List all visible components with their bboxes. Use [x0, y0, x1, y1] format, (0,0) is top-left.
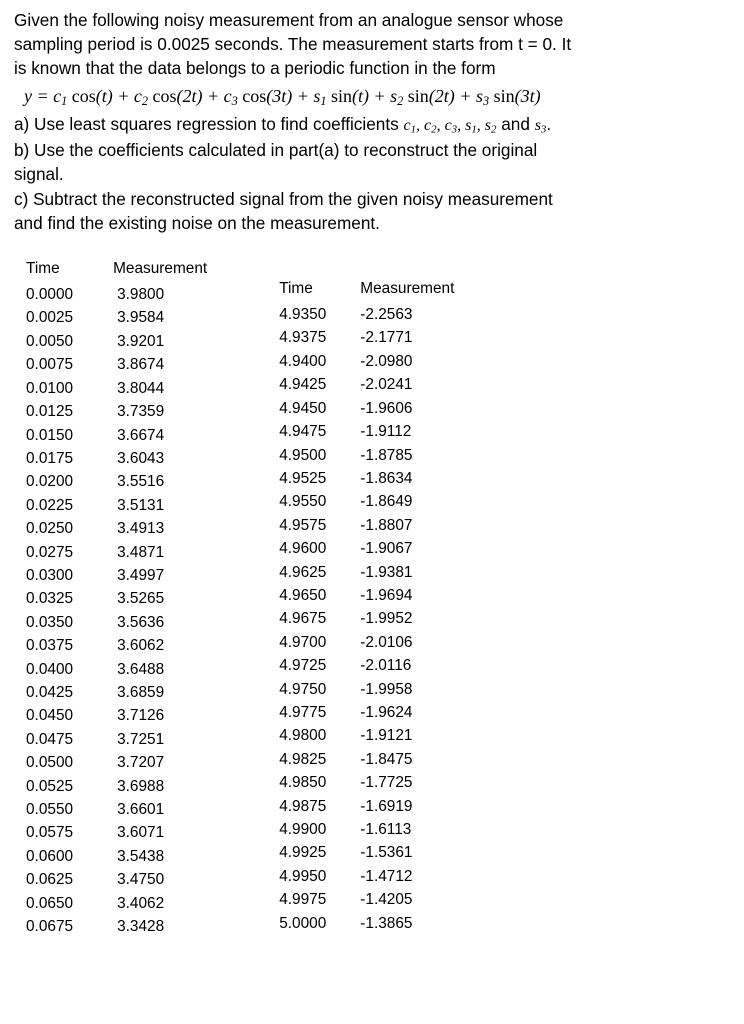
cell-measurement: -1.9067	[360, 540, 413, 558]
measurement-table-right	[279, 277, 454, 935]
cell-measurement: -2.0106	[360, 633, 413, 651]
cell-measurement: 3.9584	[117, 309, 165, 327]
cell-measurement: 3.4913	[117, 520, 165, 538]
table-row	[279, 514, 454, 537]
table-row	[279, 373, 454, 396]
cell-time: 0.0525	[26, 777, 74, 795]
cell-measurement: -1.9958	[360, 680, 413, 698]
cell-time: 0.0175	[26, 449, 74, 467]
cell-measurement: 3.9800	[117, 286, 165, 304]
cell-measurement: -1.9121	[360, 727, 413, 745]
cell-time: 0.0350	[26, 613, 74, 631]
table-row	[26, 634, 207, 657]
cell-measurement: 3.6601	[117, 801, 165, 818]
cell-measurement: -1.8634	[360, 469, 413, 487]
table-row	[26, 400, 207, 423]
table-row	[279, 631, 454, 654]
table-row	[279, 818, 454, 841]
table-row	[26, 330, 207, 353]
table-row	[26, 821, 207, 844]
cell-time: 4.9700	[279, 633, 327, 651]
part-a	[14, 112, 730, 138]
table-row	[26, 353, 207, 376]
cell-time: 0.0600	[26, 847, 74, 865]
cell-measurement: 3.5636	[117, 613, 165, 631]
table-row	[279, 771, 454, 794]
cell-time: 0.0475	[26, 730, 74, 748]
cell-time: 4.9575	[279, 516, 327, 534]
cell-measurement: 3.3428	[117, 918, 165, 936]
table-row	[26, 564, 207, 587]
cell-time: 4.9400	[279, 352, 327, 370]
cell-time: 0.0325	[26, 590, 74, 608]
cell-measurement: 3.6488	[117, 660, 165, 678]
problem-statement	[14, 8, 730, 235]
table-row	[26, 587, 207, 610]
table-row	[279, 841, 454, 864]
cell-time: 0.0050	[26, 332, 74, 350]
cell-measurement: -2.0980	[360, 352, 413, 370]
part-c-line-2: and find the existing noise on the measurement.	[14, 212, 380, 233]
cell-measurement: -1.9381	[360, 563, 413, 581]
cell-time: 4.9950	[279, 867, 327, 885]
cell-time: 4.9800	[279, 727, 327, 745]
cell-time: 0.0500	[26, 754, 74, 772]
cell-time: 0.0075	[26, 356, 74, 374]
cell-time: 0.0625	[26, 871, 74, 889]
cell-measurement: 3.4062	[117, 894, 165, 912]
cell-time: 0.0225	[26, 496, 74, 514]
cell-time: 0.0275	[26, 543, 74, 561]
table-row	[26, 751, 207, 774]
signal-formula: $y = c_1$ $\cos(t) + c_2$ $\cos(2t) + c_3$ $\cos(3t) + s_1$ $\sin(t) + s_2$ $\sin(2t) + s_3$ sin(3t)	[24, 86, 541, 109]
cell-measurement: 3.6859	[117, 683, 165, 701]
cell-measurement: 3.5516	[117, 473, 165, 491]
table-row	[26, 658, 207, 681]
cell-time: 0.0550	[26, 801, 74, 818]
cell-time: 0.0200	[26, 473, 74, 491]
cell-measurement: 3.8674	[117, 356, 165, 374]
table-row	[26, 611, 207, 634]
table-row	[279, 490, 454, 513]
table-row	[26, 517, 207, 540]
table-row	[279, 303, 454, 326]
cell-measurement: -1.8785	[360, 446, 413, 464]
part-a-and: and	[496, 114, 535, 135]
cell-time: 4.9550	[279, 493, 327, 511]
cell-measurement: -2.0116	[360, 657, 412, 675]
cell-time: 0.0250	[26, 520, 74, 538]
table-left-body	[26, 283, 207, 938]
cell-measurement: 3.6062	[117, 637, 165, 655]
cell-time: 4.9975	[279, 891, 327, 909]
part-a-last-coefficient: $s_3$	[534, 117, 547, 137]
cell-time: 0.0125	[26, 403, 74, 421]
cell-measurement: -1.9952	[360, 610, 413, 628]
table-row	[279, 561, 454, 584]
cell-time: 4.9750	[279, 680, 327, 698]
table-row	[26, 868, 207, 891]
cell-time: 0.0375	[26, 637, 74, 655]
cell-measurement: 3.4871	[117, 543, 165, 561]
cell-time: 0.0450	[26, 707, 74, 725]
table-header-row	[279, 277, 454, 303]
cell-measurement: 3.6988	[117, 777, 165, 795]
cell-measurement: -1.9624	[360, 703, 413, 721]
cell-measurement: -2.2563	[360, 306, 413, 324]
cell-measurement: -1.8475	[360, 750, 413, 768]
cell-time: 5.0000	[279, 914, 327, 932]
part-a-text: a) Use least squares regression to find coefficients	[14, 114, 404, 135]
cell-time: 4.9850	[279, 774, 327, 792]
table-row	[26, 470, 207, 493]
cell-measurement: 3.9201	[117, 332, 165, 350]
table-row	[26, 377, 207, 400]
table-row	[26, 494, 207, 517]
table-row	[26, 447, 207, 470]
table-row	[26, 681, 207, 704]
cell-time: 0.0400	[26, 660, 74, 678]
cell-time: 0.0675	[26, 918, 74, 936]
table-row	[26, 541, 207, 564]
intro-line-3: is known that the data belongs to a periodic function in the form	[14, 58, 496, 79]
cell-measurement: 3.7126	[117, 707, 165, 725]
cell-time: 4.9350	[279, 306, 327, 324]
cell-measurement: -1.6919	[360, 797, 413, 815]
table-row	[26, 892, 207, 915]
cell-time: 4.9925	[279, 844, 327, 862]
header-time: Time	[279, 279, 313, 297]
table-header-row	[26, 257, 207, 283]
cell-measurement: 3.4750	[117, 871, 165, 889]
part-b-line-2: signal.	[14, 164, 64, 185]
cell-measurement: 3.6071	[117, 824, 165, 842]
cell-measurement: 3.5265	[117, 590, 165, 608]
part-c-line-1: c) Subtract the reconstructed signal from the given noisy measurement	[14, 188, 553, 209]
cell-time: 0.0100	[26, 379, 74, 397]
cell-measurement: -2.0241	[360, 376, 413, 394]
cell-measurement: -1.6113	[360, 821, 412, 838]
cell-measurement: 3.7251	[117, 730, 165, 748]
table-row	[279, 701, 454, 724]
cell-measurement: -1.5361	[360, 844, 413, 862]
cell-time: 4.9450	[279, 399, 327, 417]
cell-measurement: 3.6674	[117, 426, 165, 444]
table-row	[279, 748, 454, 771]
header-measurement: Measurement	[360, 279, 455, 297]
cell-measurement: 3.6043	[117, 449, 165, 467]
cell-time: 4.9375	[279, 329, 327, 347]
part-b-line-1: b) Use the coefficients calculated in part(a) to reconstruct the original	[14, 140, 538, 161]
part-a-period: .	[546, 114, 552, 135]
cell-measurement: 3.5131	[117, 496, 165, 514]
cell-time: 0.0000	[26, 286, 74, 304]
measurement-table-left	[26, 257, 207, 939]
table-row	[26, 728, 207, 751]
table-row	[279, 420, 454, 443]
table-row	[279, 537, 454, 560]
table-row	[26, 845, 207, 868]
table-row	[279, 795, 454, 818]
cell-time: 0.0425	[26, 683, 74, 701]
table-row	[26, 283, 207, 306]
header-measurement: Measurement	[113, 259, 208, 277]
table-row	[279, 467, 454, 490]
table-row	[279, 326, 454, 349]
cell-time: 4.9475	[279, 423, 327, 441]
cell-time: 0.0025	[26, 309, 74, 327]
cell-measurement: 3.5438	[117, 847, 165, 865]
cell-measurement: -1.9694	[360, 586, 413, 604]
table-row	[26, 306, 207, 329]
table-row	[26, 915, 207, 938]
cell-time: 4.9875	[279, 797, 327, 815]
cell-time: 4.9425	[279, 376, 327, 394]
cell-time: 4.9900	[279, 821, 327, 838]
cell-time: 0.0575	[26, 824, 74, 842]
cell-measurement: 3.8044	[117, 379, 165, 397]
cell-measurement: -1.9112	[360, 423, 412, 441]
table-row	[26, 798, 207, 821]
cell-measurement: 3.7207	[117, 754, 165, 772]
cell-time: 4.9600	[279, 540, 327, 558]
intro-line-2: sampling period is 0.0025 seconds. The measurement starts from t = 0. It	[14, 34, 572, 55]
cell-measurement: 3.7359	[117, 403, 165, 421]
table-row	[279, 444, 454, 467]
cell-time: 0.0300	[26, 566, 74, 584]
table-row	[279, 350, 454, 373]
cell-measurement: -2.1771	[360, 329, 413, 347]
table-row	[279, 888, 454, 911]
data-tables	[14, 257, 730, 939]
intro-line-1: Given the following noisy measurement from an analogue sensor whose	[14, 10, 564, 30]
cell-time: 0.0150	[26, 426, 74, 444]
table-row	[279, 912, 454, 935]
cell-time: 4.9825	[279, 750, 327, 768]
cell-time: 4.9625	[279, 563, 327, 581]
table-row	[279, 654, 454, 677]
cell-measurement: -1.4205	[360, 891, 413, 909]
cell-time: 4.9725	[279, 657, 327, 675]
table-row	[279, 678, 454, 701]
cell-measurement: -1.8649	[360, 493, 413, 511]
table-row	[279, 865, 454, 888]
table-right-body	[279, 303, 454, 935]
table-row	[26, 775, 207, 798]
cell-measurement: -1.7725	[360, 774, 413, 792]
cell-measurement: -1.8807	[360, 516, 413, 534]
table-left	[26, 257, 207, 939]
table-row	[26, 424, 207, 447]
cell-time: 4.9500	[279, 446, 327, 464]
table-row	[279, 607, 454, 630]
table-row	[279, 397, 454, 420]
table-right	[279, 277, 454, 935]
cell-measurement: -1.9606	[360, 399, 413, 417]
table-row	[26, 704, 207, 727]
header-time: Time	[26, 259, 60, 277]
cell-time: 4.9525	[279, 469, 327, 487]
cell-time: 4.9675	[279, 610, 327, 628]
cell-measurement: -1.3865	[360, 914, 413, 932]
cell-time: 0.0650	[26, 894, 74, 912]
table-row	[279, 724, 454, 747]
cell-time: 4.9650	[279, 586, 327, 604]
cell-time: 4.9775	[279, 703, 327, 721]
cell-measurement: 3.4997	[117, 566, 165, 584]
part-a-coefficients: $c_1$, $c_2$, $c_3$, $s_1$, $s_2$	[403, 117, 497, 137]
table-row	[279, 584, 454, 607]
cell-measurement: -1.4712	[360, 867, 413, 885]
